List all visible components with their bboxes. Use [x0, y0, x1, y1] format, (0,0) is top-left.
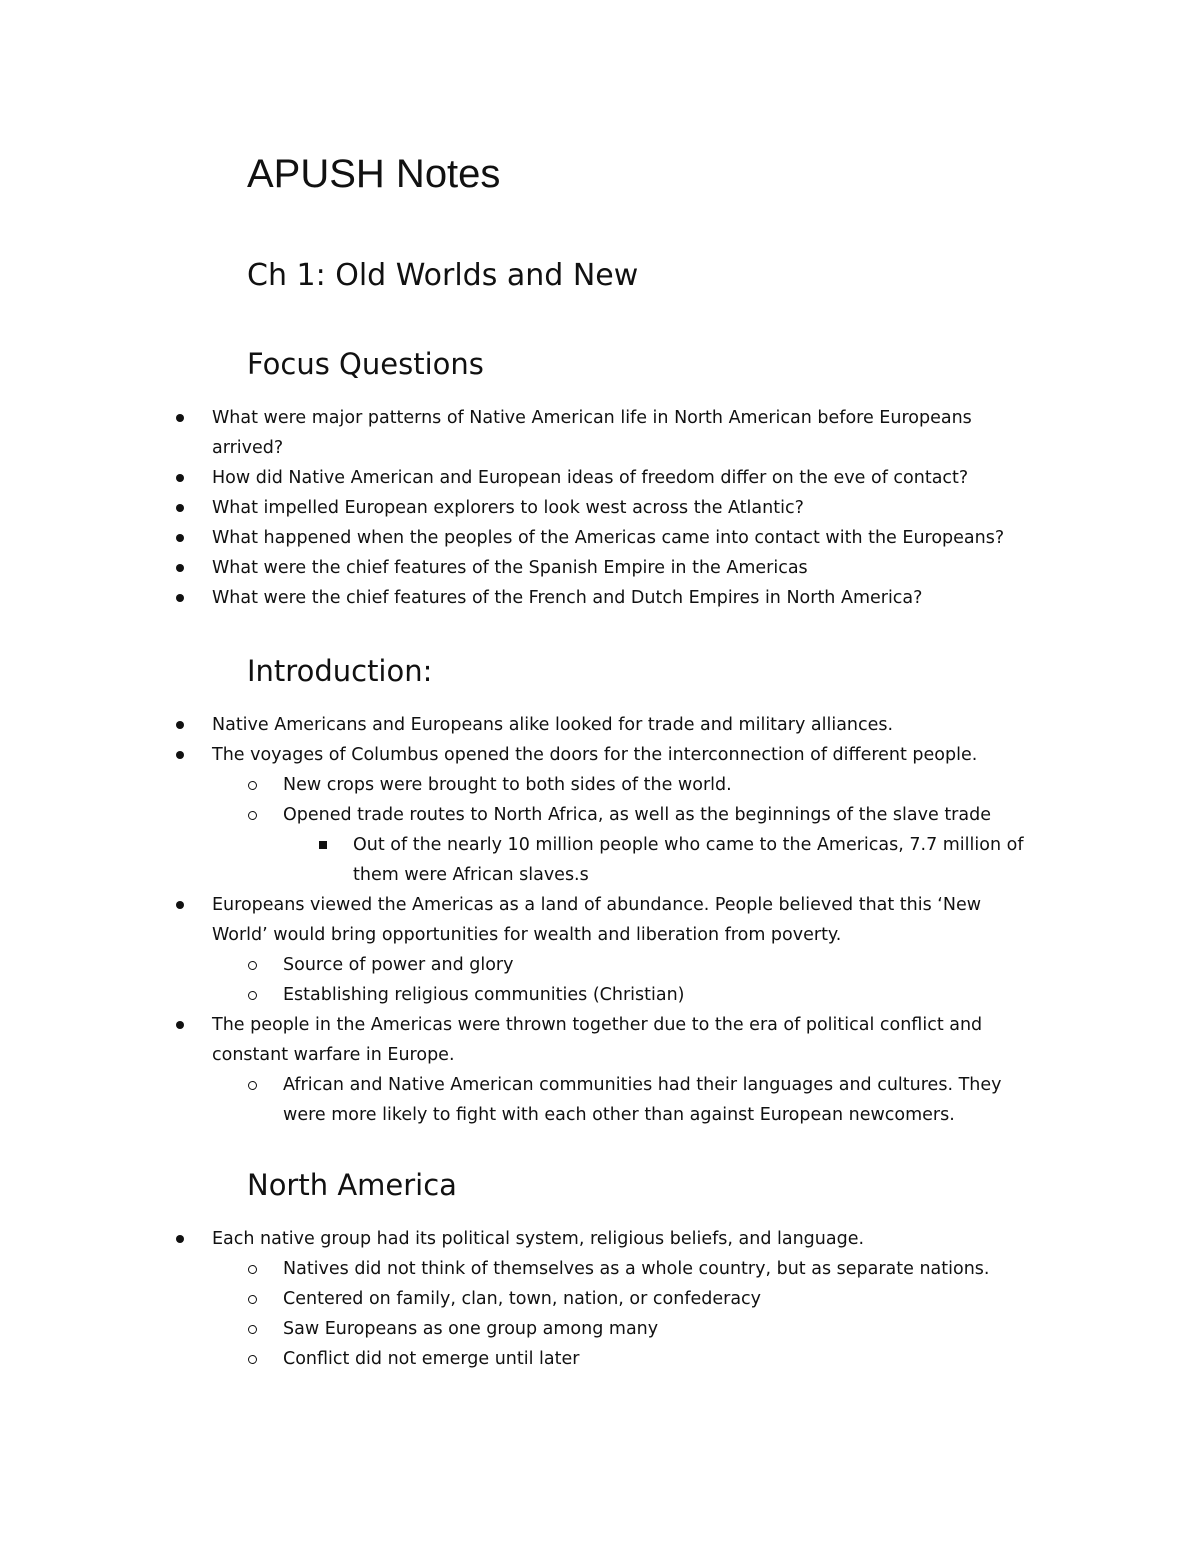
hollow-bullet-icon	[248, 1284, 257, 1314]
list-item	[0, 980, 1038, 1010]
list-item-text: Each native group had its political system, religious beliefs, and language.	[212, 1229, 865, 1249]
introduction-list	[0, 710, 1200, 1130]
list-item-text: Out of the nearly 10 million people who came to the Americas, 7.7 million of them were African slaves.s	[353, 835, 1024, 885]
list-item	[0, 553, 1030, 583]
list-item-text: What were the chief features of the Spanish Empire in the Americas	[212, 558, 808, 578]
bullet-icon	[176, 710, 184, 740]
list-item-text: What happened when the peoples of the Americas came into contact with the Europeans?	[212, 528, 1005, 548]
square-bullet-icon	[319, 830, 327, 860]
list-item	[0, 830, 1053, 890]
list-item	[0, 493, 1030, 523]
list-item-text: African and Native American communities had their languages and cultures. They were more likely to fight with each other than against European newcomers.	[283, 1075, 1002, 1125]
list-item	[0, 1010, 1030, 1070]
list-item	[0, 890, 1030, 950]
list-item	[0, 950, 1038, 980]
list-item-text: How did Native American and European ideas of freedom differ on the eve of contact?	[212, 468, 969, 488]
list-item-text: What impelled European explorers to look west across the Atlantic?	[212, 498, 804, 518]
list-item	[0, 523, 1030, 553]
bullet-icon	[176, 890, 184, 920]
bullet-icon	[176, 463, 184, 493]
list-item	[0, 800, 1038, 830]
bullet-icon	[176, 740, 184, 770]
list-item	[0, 463, 1030, 493]
list-item	[0, 740, 1030, 770]
hollow-bullet-icon	[248, 1070, 257, 1100]
list-item-text: Conflict did not emerge until later	[283, 1349, 580, 1369]
list-item-text: Opened trade routes to North Africa, as well as the beginnings of the slave trade	[283, 805, 991, 825]
hollow-bullet-icon	[248, 1344, 257, 1374]
list-item	[0, 583, 1030, 613]
hollow-bullet-icon	[248, 1254, 257, 1284]
bullet-icon	[176, 403, 184, 433]
chapter-heading: Ch 1: Old Worlds and New	[247, 258, 639, 293]
list-item-text: Saw Europeans as one group among many	[283, 1319, 659, 1339]
focus-questions-list	[0, 403, 1200, 613]
hollow-bullet-icon	[248, 950, 257, 980]
north-america-list	[0, 1224, 1200, 1374]
list-item	[0, 1314, 1038, 1344]
focus-questions-heading: Focus Questions	[247, 347, 484, 381]
list-item-text: What were the chief features of the French and Dutch Empires in North America?	[212, 588, 923, 608]
bullet-icon	[176, 1224, 184, 1254]
list-item	[0, 710, 1030, 740]
list-item-text: Europeans viewed the Americas as a land of abundance. People believed that this ‘New World’ would bring opportunities for wealth and liberation from poverty.	[212, 895, 982, 945]
list-item	[0, 403, 1030, 463]
list-item-text: Native Americans and Europeans alike looked for trade and military alliances.	[212, 715, 894, 735]
list-item	[0, 770, 1038, 800]
hollow-bullet-icon	[248, 770, 257, 800]
hollow-bullet-icon	[248, 800, 257, 830]
bullet-icon	[176, 1010, 184, 1040]
bullet-icon	[176, 553, 184, 583]
list-item	[0, 1224, 1030, 1254]
hollow-bullet-icon	[248, 1314, 257, 1344]
bullet-icon	[176, 493, 184, 523]
document-title: APUSH Notes	[247, 152, 501, 196]
list-item-text: What were major patterns of Native American life in North American before Europeans arrived?	[212, 408, 972, 458]
list-item	[0, 1254, 1038, 1284]
list-item-text: Centered on family, clan, town, nation, or confederacy	[283, 1289, 762, 1309]
list-item-text: Natives did not think of themselves as a whole country, but as separate nations.	[283, 1259, 990, 1279]
list-item	[0, 1344, 1038, 1374]
bullet-icon	[176, 583, 184, 613]
hollow-bullet-icon	[248, 980, 257, 1010]
list-item-text: The people in the Americas were thrown together due to the era of political conflict and constant warfare in Europe.	[212, 1015, 983, 1065]
list-item-text: Establishing religious communities (Christian)	[283, 985, 685, 1005]
north-america-heading: North America	[247, 1168, 457, 1202]
list-item-text: Source of power and glory	[283, 955, 514, 975]
list-item-text: New crops were brought to both sides of the world.	[283, 775, 732, 795]
list-item	[0, 1070, 1038, 1130]
bullet-icon	[176, 523, 184, 553]
introduction-heading: Introduction:	[247, 654, 433, 688]
list-item-text: The voyages of Columbus opened the doors for the interconnection of different people.	[212, 745, 978, 765]
list-item	[0, 1284, 1038, 1314]
